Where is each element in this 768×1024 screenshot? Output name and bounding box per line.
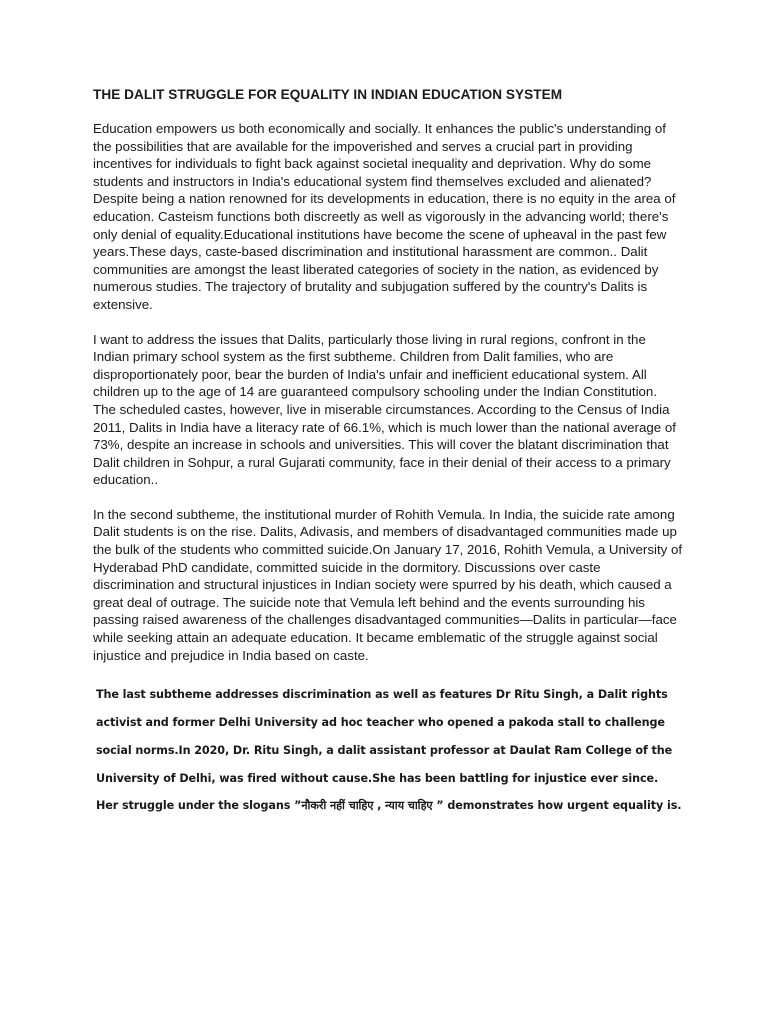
document-body	[93, 86, 683, 820]
paragraph-second-subtheme: In the second subtheme, the institutional murder of Rohith Vemula. In India, the suicide rate among Dalit students is on the rise. Dalits, Adivasis, and members of disadvantaged communities made up the bulk of the students who committed suicide.On January 17, 2016, Rohith Vemula, a University of Hyderabad PhD candidate, committed suicide in the dormitory. Discussions over caste discrimination and structural injustices in Indian society were spurred by his death, which caused a great deal of outrage. The suicide note that Vemula left behind and the events surrounding his passing raised awareness of the challenges disadvantaged communities—Dalits in particular—face while seeking attain an adequate education. It became emblematic of the struggle against social injustice and prejudice in India based on caste.	[93, 506, 683, 663]
paragraph-introduction: Education empowers us both economically and socially. It enhances the public's understanding of the possibilities that are available for the impoverished and serves a crucial part in providing incentives for individuals to fight back against societal inequality and deprivation. Why do some students and instructors in India's educational system find themselves excluded and alienated? Despite being a nation renowned for its developments in education, there is no equity in the area of education. Casteism functions both discreetly as well as vigorously in the advancing world; there's only denial of equality.Educational institutions have become the scene of upheaval in the past few years.These days, caste-based discrimination and institutional harassment are common.. Dalit communities are amongst the least liberated categories of society in the nation, as evidenced by numerous studies. The trajectory of brutality and subjugation suffered by the country's Dalits is extensive.	[93, 121, 676, 312]
paragraph-last-subtheme: The last subtheme addresses discrimination as well as features Dr Ritu Singh, a Dalit rights activist and former Delhi University ad hoc teacher who opened a pakoda stall to challenge social norms.In 2020, Dr. Ritu Singh, a dalit assistant professor at Daulat Ram College of the University of Delhi, was fired without cause.She has been battling for injustice ever since. Her struggle under the slogans ”नौकरी नहीं चाहिए , न्याय चाहिए ” demonstrates how urgent equality is.	[96, 688, 682, 813]
document-title: THE DALIT STRUGGLE FOR EQUALITY IN INDIAN EDUCATION SYSTEM	[93, 87, 563, 102]
paragraph-first-subtheme: I want to address the issues that Dalits, particularly those living in rural regions, confront in the Indian primary school system as the first subtheme. Children from Dalit families, who are disproportionately poor, bear the burden of India's unfair and inefficient educational system. All children up to the age of 14 are guaranteed compulsory schooling under the Indian Constitution. The scheduled castes, however, live in miserable circumstances. According to the Census of India 2011, Dalits in India have a literacy rate of 66.1%, which is much lower than the national average of 73%, despite an increase in schools and universities. This will cover the blatant discrimination that Dalit children in Sohpur, a rural Gujarati community, face in their denial of their access to a primary education..	[93, 331, 676, 488]
